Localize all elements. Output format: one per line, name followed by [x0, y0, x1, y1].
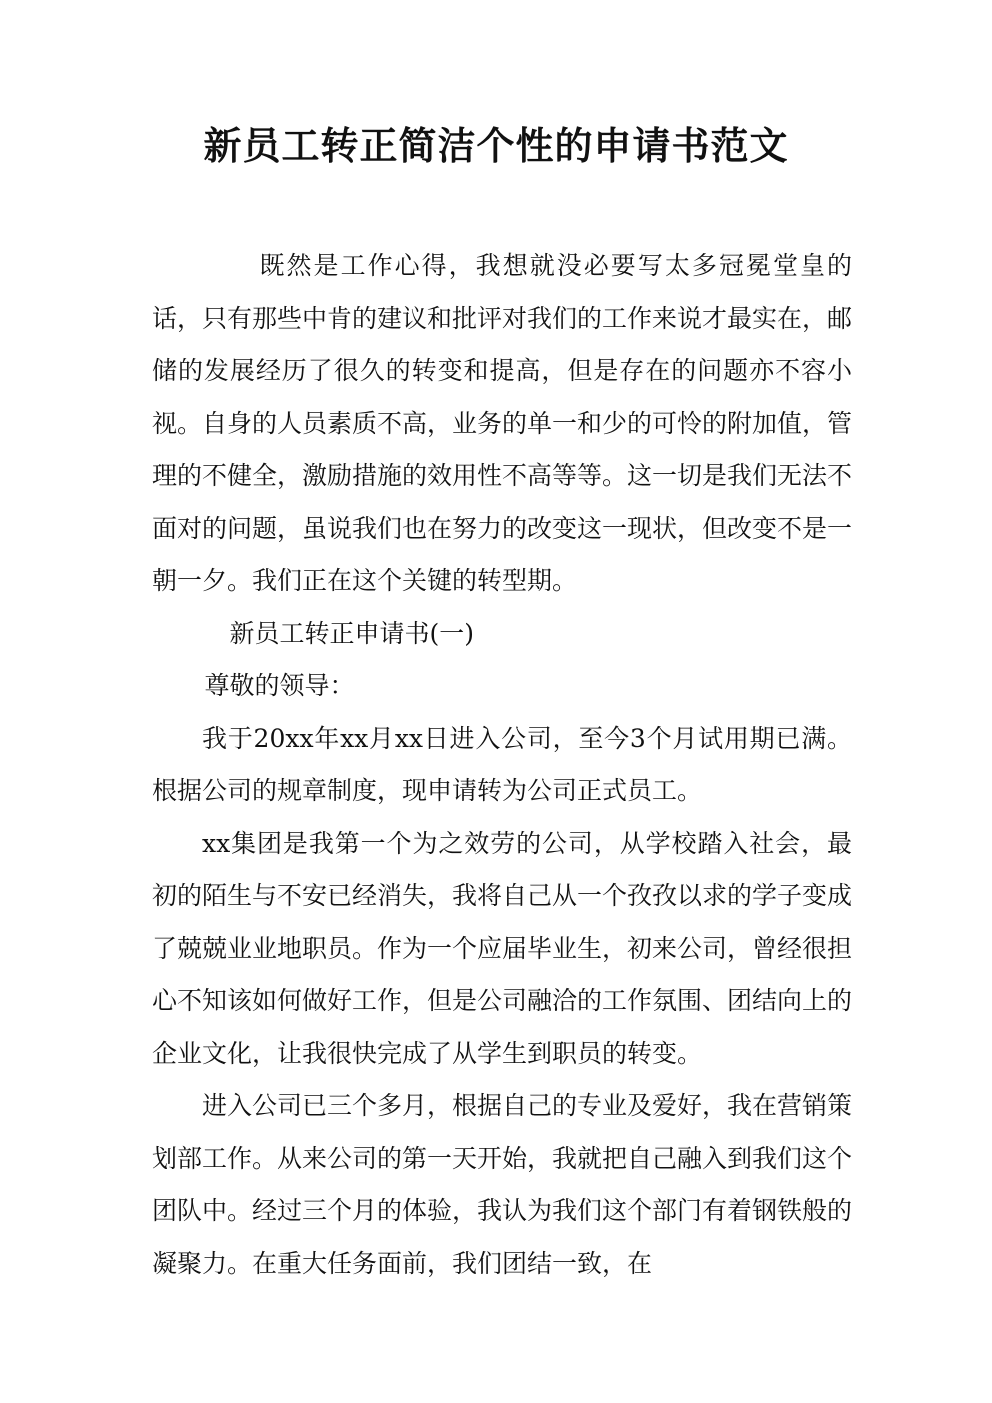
paragraph-company: xx集团是我第一个为之效劳的公司，从学校踏入社会，最初的陌生与不安已经消失，我将自己从一个孜孜以求的学子变成了兢兢业业地职员。作为一个应届毕业生，初来公司，曾经很担心不知该如何做好工作，但是公司融洽的工作氛围、团结向上的企业文化，让我很快完成了从学生到职员的转变。	[152, 828, 853, 1068]
paragraph-intro: 既然是工作心得，我想就没必要写太多冠冕堂皇的话，只有那些中肯的建议和批评对我们的工作来说才最实在，邮储的发展经历了很久的转变和提高，但是存在的问题亦不容小视。自身的人员素质不高，业务的单一和少的可怜的附加值，管理的不健全，激励措施的效用性不高等等。这一切是我们无法不面对的问题，虽说我们也在努力的改变这一现状，但改变不是一朝一夕。我们正在这个关键的转型期。	[152, 251, 853, 595]
document-body	[152, 240, 852, 1290]
salutation: 尊敬的领导：	[204, 671, 355, 700]
paragraph-department: 进入公司已三个多月，根据自己的专业及爱好，我在营销策划部工作。从来公司的第一天开始，我就把自己融入到我们这个团队中。经过三个月的体验，我认为我们这个部门有着钢铁般的凝聚力。在重大任务面前，我们团结一致，在	[152, 1091, 853, 1278]
section-heading: 新员工转正申请书(一)	[229, 618, 475, 648]
document-title: 新员工转正简洁个性的申请书范文	[203, 123, 789, 168]
paragraph-application: 我于20xx年xx月xx日进入公司，至今3个月试用期已满。根据公司的规章制度，现申请转为公司正式员工。	[152, 723, 852, 805]
